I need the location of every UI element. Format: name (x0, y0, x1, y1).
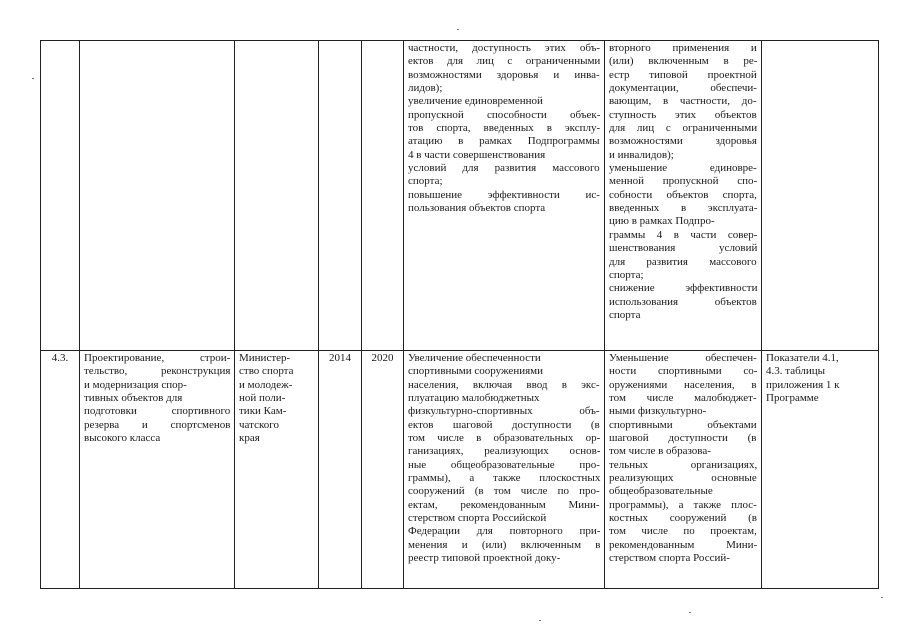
cell-text-line: населения, включая ввод в экс- (408, 378, 600, 391)
cell-text-line: высокого класса (84, 432, 161, 445)
cell-consequences (605, 41, 762, 351)
cell-text-line: частности, доступность этих объ- (408, 42, 601, 54)
cell-text-line: для лиц с ограниченными (609, 122, 758, 135)
cell-text-line: снижение эффективности (609, 282, 758, 295)
cell-text-line: уменьшение единовре- (609, 162, 757, 175)
cell-text-line: стерством спорта Россий- (609, 552, 730, 565)
cell-text-line: тельство, реконструкция (84, 365, 231, 378)
cell-text-line: вающим, в частности, до- (609, 95, 757, 108)
cell-text-line: документации, обеспечи- (609, 82, 757, 95)
cell-text-line: вторного применения и (609, 42, 757, 54)
cell-text-line: реестр типовой проектной доку- (408, 552, 561, 565)
cell-indicators (762, 351, 879, 589)
cell-text-line: лидов); (408, 82, 443, 95)
cell-text-line: реализующих основные (609, 472, 757, 485)
cell-text-line: спорта; (609, 268, 644, 281)
cell-text-line: программы), а также плос- (609, 498, 757, 511)
cell-text-line: (или) включенным в ре- (609, 55, 758, 68)
scan-speck (457, 29, 459, 30)
cell-text-line: резерва и спортсменов (84, 418, 231, 431)
cell-activity-name (80, 41, 235, 351)
cell-text-line: ектов для лиц с ограниченными (408, 55, 601, 68)
cell-text-line: 4 в части совершенствования (408, 148, 546, 161)
cell-start-year: 2014 (319, 351, 362, 589)
cell-text-line: спортивными сооружениями (408, 365, 543, 378)
cell-text-line: ступность этих объектов (609, 108, 757, 121)
cell-text-line: том числе в образова- (609, 445, 711, 458)
cell-text-line: спортивными объектами (609, 418, 757, 431)
cell-consequences (605, 351, 762, 589)
cell-executor (235, 351, 319, 589)
cell-text-line: введенных в эксплуата- (609, 202, 758, 215)
cell-executor (235, 41, 319, 351)
cell-text-line: естр типовой проектной (609, 68, 757, 81)
cell-text-line: спорта (609, 308, 641, 321)
scan-speck (881, 597, 883, 598)
cell-text-line: и молодеж- (239, 378, 293, 391)
cell-expected-result (404, 351, 605, 589)
cell-text-line: ганизациях, реализующих основ- (408, 445, 601, 458)
cell-text-line: менения и (или) включенным в (408, 538, 601, 551)
cell-expected-result (404, 41, 605, 351)
cell-text-line: Уменьшение обеспечен- (609, 352, 757, 364)
cell-text-line: повышение эффективности ис- (408, 188, 600, 201)
cell-number (41, 41, 80, 351)
cell-text-line: условий для развития массового (408, 162, 600, 175)
cell-activity-name (80, 351, 235, 589)
cell-text-line: шенствования условий (609, 242, 758, 255)
cell-text-line: граммы 4 в части совер- (609, 228, 758, 241)
cell-text-line: менной пропускной спо- (609, 175, 758, 188)
cell-text-line: ными физкультурно- (609, 405, 707, 418)
cell-text-line: том числе по проектам, (609, 525, 757, 538)
table-row (41, 41, 879, 351)
cell-text-line: Проектирование, строи- (84, 352, 231, 364)
cell-text-line: края (239, 432, 260, 445)
cell-text-line: шаговой доступности (в (609, 432, 757, 445)
cell-end-year (362, 41, 404, 351)
table-row (41, 351, 879, 589)
cell-text-line: общеобразовательные (609, 485, 713, 498)
cell-text-line: цию в рамках Подпро- (609, 215, 715, 228)
cell-text-line: физкультурно-спортивных объ- (408, 405, 600, 418)
cell-text-line: Федерации для повторного при- (408, 525, 601, 538)
cell-text-line: увеличение единовременной (408, 95, 543, 108)
cell-text-line: Программе (766, 392, 819, 405)
cell-text-line: пользования объектов спорта (408, 202, 546, 215)
cell-end-year: 2020 (362, 351, 404, 589)
cell-text-line: и модернизация спор- (84, 378, 187, 391)
cell-text-line: том числе в образовательных ор- (408, 432, 601, 445)
cell-text-line: тивных объектов для (84, 392, 183, 405)
cell-text-line: чатского (239, 418, 279, 431)
cell-text-line: тики Кам- (239, 405, 287, 418)
cell-text-line: атацию в рамках Подпрограммы (408, 135, 600, 148)
cell-text-line: ство спорта (239, 365, 294, 378)
cell-text-line: костных сооружений (в (609, 512, 757, 525)
cell-text-line: ной поли- (239, 392, 286, 405)
scan-speck (539, 620, 541, 621)
cell-text-line: оружениями населения, в (609, 378, 757, 391)
cell-text-line: ные общеобразовательные про- (408, 458, 600, 471)
cell-text-line: тов спорта, введенных в эксплу- (408, 122, 601, 135)
scan-speck (689, 612, 691, 613)
cell-text-line: граммы), а также плоскостных (408, 472, 601, 485)
cell-text-line: стерством спорта Российской (408, 512, 547, 525)
cell-text-line: том числе малобюджет- (609, 392, 757, 405)
cell-text-line: собности объектов спорта, (609, 188, 757, 201)
cell-text-line: рекомендованным Мини- (609, 538, 758, 551)
cell-text-line: Министер- (239, 352, 291, 364)
cell-text-line: приложения 1 к (766, 378, 840, 391)
cell-text-line: сооружений (в том числе по про- (408, 485, 600, 498)
cell-text-line: возможностями здоровья (609, 135, 757, 148)
cell-text-line: спорта; (408, 175, 443, 188)
cell-text-line: ектам, рекомендованным Мини- (408, 498, 600, 511)
cell-number: 4.3. (41, 351, 80, 589)
cell-text-line: 4.3. таблицы (766, 365, 826, 378)
cell-indicators (762, 41, 879, 351)
cell-text-line: для развития массового (609, 255, 757, 268)
cell-text-line: и инвалидов); (609, 148, 674, 161)
cell-text-line: Показатели 4.1, (766, 352, 839, 364)
scan-speck (32, 78, 34, 79)
cell-text-line: ности спортивными со- (609, 365, 758, 378)
cell-start-year (319, 41, 362, 351)
cell-text-line: ектов шаговой доступности (в (408, 418, 600, 431)
table-body (41, 41, 879, 589)
cell-text-line: плуатацию малобюджетных (408, 392, 540, 405)
cell-text-line: подготовки спортивного (84, 405, 231, 418)
program-activities-table (40, 40, 879, 589)
cell-text-line: Увеличение обеспеченности (408, 352, 541, 364)
cell-text-line: тельных организациях, (609, 458, 758, 471)
cell-text-line: использования объектов (609, 295, 757, 308)
cell-text-line: пропускной способности объек- (408, 108, 601, 121)
cell-text-line: возможностями здоровья и инва- (408, 68, 600, 81)
